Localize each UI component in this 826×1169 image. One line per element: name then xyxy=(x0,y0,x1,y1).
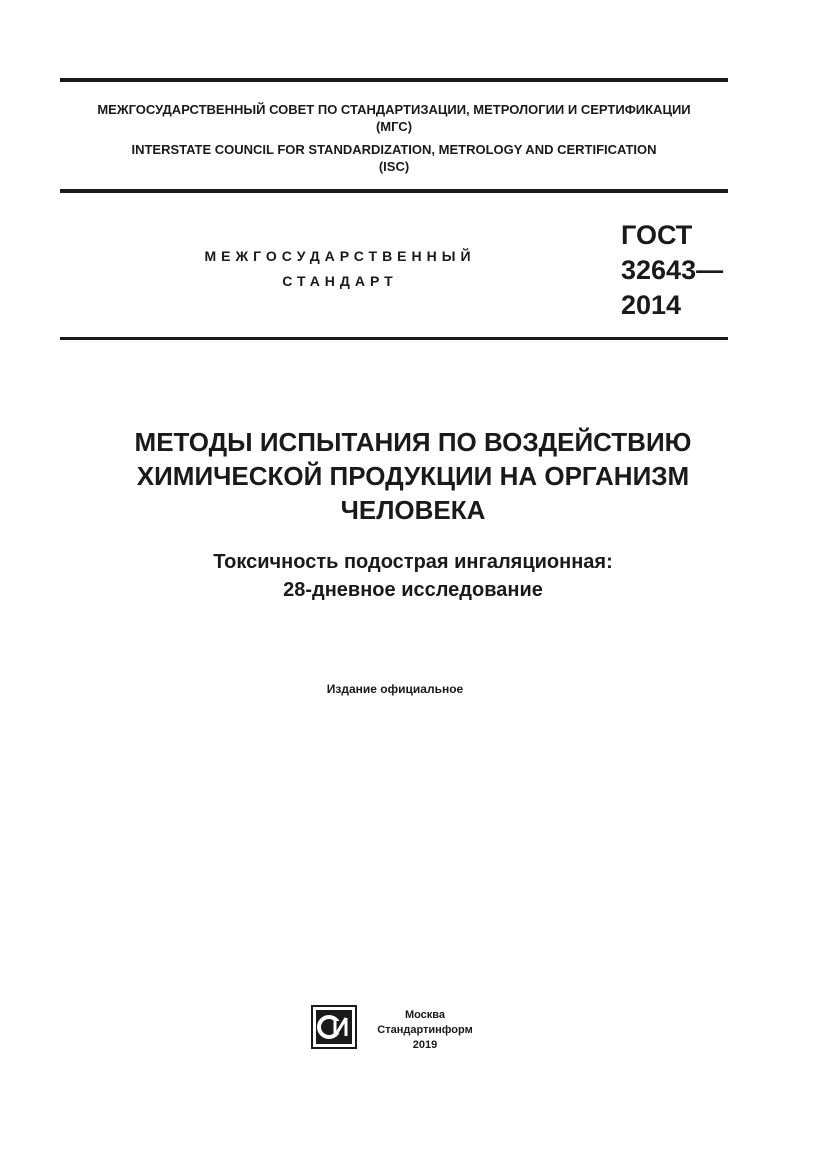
publisher-block xyxy=(366,1008,484,1053)
top-rule xyxy=(60,78,728,82)
publisher-year: 2019 xyxy=(412,1039,438,1051)
document-title xyxy=(40,425,786,527)
publisher-city: Москва xyxy=(404,1009,446,1021)
title-line2: ХИМИЧЕСКОЙ ПРОДУКЦИИ НА ОРГАНИЗМ xyxy=(136,461,690,491)
gost-designation xyxy=(621,218,723,323)
council-header xyxy=(60,101,728,175)
publisher-name: Стандартинформ xyxy=(377,1024,473,1036)
title-line1: МЕТОДЫ ИСПЫТАНИЯ ПО ВОЗДЕЙСТВИЮ xyxy=(134,427,692,457)
standard-type-line2: СТАНДАРТ xyxy=(282,273,398,289)
designation-divider xyxy=(60,337,728,340)
gost-label: ГОСТ xyxy=(621,220,693,250)
subtitle-line1: Токсичность подострая ингаляционная: xyxy=(213,551,613,573)
council-abbr-ru: (МГС) xyxy=(375,119,413,134)
gost-number: 32643— xyxy=(621,255,724,285)
header-divider xyxy=(60,189,728,193)
council-name-en: INTERSTATE COUNCIL FOR STANDARDIZATION, METROLOGY AND CERTIFICATION xyxy=(131,142,657,157)
council-abbr-en: (ISC) xyxy=(378,159,410,174)
standard-type xyxy=(160,244,520,294)
standard-type-line1: МЕЖГОСУДАРСТВЕННЫЙ xyxy=(204,248,476,264)
council-name-ru: МЕЖГОСУДАРСТВЕННЫЙ СОВЕТ ПО СТАНДАРТИЗАЦИИ, МЕТРОЛОГИИ И СЕРТИФИКАЦИИ xyxy=(97,102,691,117)
title-line3: ЧЕЛОВЕКА xyxy=(340,495,486,525)
gost-year: 2014 xyxy=(621,290,682,320)
edition-label: Издание официальное xyxy=(326,682,464,696)
document-subtitle xyxy=(40,548,786,604)
standartinform-logo-icon xyxy=(311,1005,357,1049)
subtitle-line2: 28-дневное исследование xyxy=(283,579,543,601)
